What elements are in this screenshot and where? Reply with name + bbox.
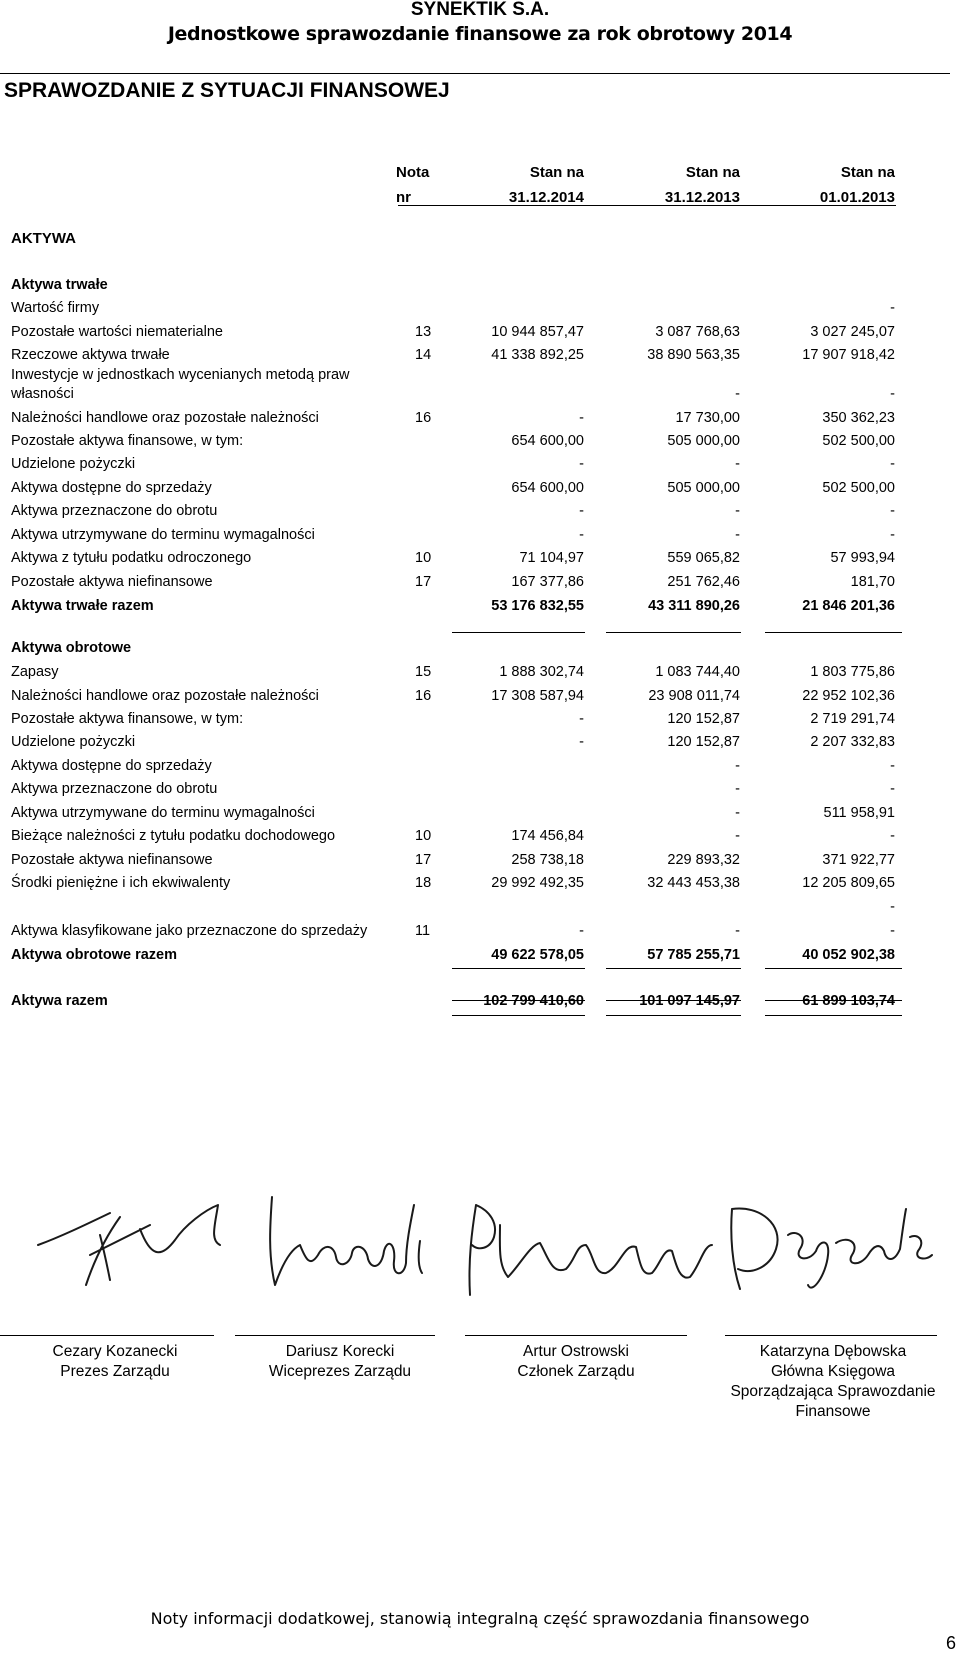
row-value-2013: 23 908 011,74 — [648, 688, 740, 704]
signatory-role: Główna Księgowa — [770, 1363, 896, 1380]
row-value-2013-opening: - — [890, 456, 895, 472]
row-value-2013-opening: 371 922,77 — [822, 852, 895, 868]
row-value-2014: - — [579, 923, 584, 939]
table-row — [0, 896, 960, 919]
row-label: Aktywa przeznaczone do obrotu — [11, 781, 218, 797]
row-label: Pozostałe aktywa niefinansowe — [11, 852, 213, 868]
column-header-note-line2: nr — [396, 189, 411, 206]
table-row — [0, 637, 960, 660]
column-header-2014 — [509, 160, 584, 210]
row-value-2013: 120 152,87 — [667, 734, 740, 750]
row-value-2013: 120 152,87 — [667, 711, 740, 727]
signatory-role: Wiceprezes Zarządu — [268, 1363, 412, 1380]
column-header-2013 — [665, 160, 740, 210]
table-row — [0, 825, 960, 848]
column-header-note — [396, 160, 429, 210]
row-value-2013-opening: 57 993,94 — [830, 550, 895, 566]
row-value-2013-opening: 502 500,00 — [822, 433, 895, 449]
table-row — [0, 708, 960, 731]
table-row — [0, 383, 960, 406]
row-value-2013-opening: - — [890, 527, 895, 543]
row-value-2014: 41 338 892,25 — [491, 347, 584, 363]
column-header-note-line1: Nota — [396, 164, 430, 181]
signatory-name: Dariusz Korecki — [285, 1343, 395, 1360]
row-value-2013: - — [735, 923, 740, 939]
row-label: Pozostałe aktywa niefinansowe — [11, 574, 213, 590]
row-value-2014: 10 944 857,47 — [491, 324, 584, 340]
signatures-image — [0, 1185, 960, 1305]
row-value-2014: 49 622 578,05 — [491, 947, 584, 963]
row-value-2014: - — [579, 503, 584, 519]
row-value-2013: 38 890 563,35 — [647, 347, 740, 363]
row-value-2013: - — [735, 527, 740, 543]
row-value-2013-opening: 1 803 775,86 — [810, 664, 895, 680]
signature-line — [235, 1335, 435, 1336]
row-label: Aktywa z tytułu podatku odroczonego — [11, 550, 252, 566]
column-header-2013-opening-line2: 01.01.2013 — [819, 189, 895, 206]
row-value-2013: 17 730,00 — [675, 410, 740, 426]
row-value-2013: 43 311 890,26 — [648, 598, 740, 614]
row-value-2014: 167 377,86 — [511, 574, 584, 590]
row-value-2014: 654 600,00 — [511, 433, 584, 449]
row-value-2013: 1 083 744,40 — [655, 664, 740, 680]
signature-line — [0, 1335, 214, 1336]
signatory-name: Artur Ostrowski — [523, 1343, 629, 1360]
row-note: 18 — [415, 875, 432, 891]
row-value-2013: 101 097 145,97 — [639, 993, 740, 1009]
row-label: Pozostałe aktywa finansowe, w tym: — [11, 433, 244, 449]
total-underline — [452, 632, 585, 633]
row-value-2013-opening: 22 952 102,36 — [802, 688, 895, 704]
row-value-2014: 17 308 587,94 — [491, 688, 584, 704]
row-value-2014: 71 104,97 — [519, 550, 584, 566]
signatory-role: Prezes Zarządu — [60, 1363, 170, 1380]
row-value-2013: 3 087 768,63 — [655, 324, 740, 340]
row-value-2013-opening: 12 205 809,65 — [802, 875, 895, 891]
row-value-2013-opening: 350 362,23 — [822, 410, 895, 426]
table-row — [0, 500, 960, 523]
row-value-2013: - — [735, 805, 740, 821]
row-note: 10 — [415, 828, 432, 844]
section-aktywa: AKTYWA — [11, 230, 76, 247]
row-value-2013: - — [735, 758, 740, 774]
grand-total-topline — [765, 1015, 902, 1016]
row-note: 15 — [415, 664, 432, 680]
row-value-2013: - — [735, 386, 740, 402]
row-value-2013: 505 000,00 — [667, 433, 740, 449]
row-value-2013: - — [735, 503, 740, 519]
row-note: 10 — [415, 550, 432, 566]
row-label: Aktywa dostępne do sprzedaży — [11, 758, 212, 774]
row-value-2014: 654 600,00 — [511, 480, 584, 496]
row-label: Pozostałe aktywa finansowe, w tym: — [11, 711, 244, 727]
row-label: Pozostałe wartości niematerialne — [11, 324, 223, 340]
row-value-2013-opening: 2 719 291,74 — [810, 711, 895, 727]
row-value-2013-opening: 21 846 201,36 — [802, 598, 895, 614]
row-value-2013-opening: - — [890, 781, 895, 797]
row-value-2013-opening: 17 907 918,42 — [802, 347, 895, 363]
table-row — [0, 661, 960, 684]
row-note: 13 — [415, 324, 432, 340]
row-note: 11 — [415, 923, 431, 939]
report-subtitle: Jednostkowe sprawozdanie finansowe za rok obrotowy 2014 — [167, 23, 793, 45]
row-value-2013-opening: 2 207 332,83 — [810, 734, 895, 750]
table-row — [0, 872, 960, 895]
total-underline — [765, 1000, 902, 1001]
row-note: 16 — [415, 688, 432, 704]
table-row — [0, 274, 960, 297]
row-label: Należności handlowe oraz pozostałe należności — [11, 688, 319, 704]
signatory-name: Katarzyna Dębowska — [759, 1343, 907, 1360]
table-row — [0, 407, 960, 430]
row-note: 16 — [415, 410, 432, 426]
signature-line — [725, 1335, 937, 1336]
table-row — [0, 297, 960, 320]
row-value-2013: 32 443 453,38 — [647, 875, 740, 891]
grand-total-topline — [452, 1015, 585, 1016]
row-value-2013: 559 065,82 — [667, 550, 740, 566]
row-value-2013-opening: 3 027 245,07 — [810, 324, 895, 340]
table-row — [0, 731, 960, 754]
row-label: Rzeczowe aktywa trwałe — [11, 347, 170, 363]
row-value-2014: 102 799 410,60 — [483, 993, 584, 1009]
row-value-2013-opening: - — [890, 300, 895, 316]
row-label: Bieżące należności z tytułu podatku dochodowego — [11, 828, 336, 844]
column-header-2013-opening-line1: Stan na — [840, 164, 895, 181]
company-name: SYNEKTIK S.A. — [410, 0, 550, 20]
row-label: Wartość firmy — [11, 300, 100, 316]
row-label: Aktywa trwałe razem — [11, 598, 154, 614]
row-note: 17 — [415, 852, 432, 868]
table-row — [0, 524, 960, 547]
row-value-2013-opening: - — [890, 923, 895, 939]
row-value-2013: 57 785 255,71 — [647, 947, 740, 963]
table-row — [0, 849, 960, 872]
total-underline — [765, 632, 902, 633]
row-value-2014: - — [579, 456, 584, 472]
row-value-2013: 505 000,00 — [667, 480, 740, 496]
total-underline — [452, 1000, 585, 1001]
row-label: własności — [11, 386, 74, 402]
row-value-2013-opening: - — [890, 386, 895, 402]
subtotal-topline — [765, 968, 902, 969]
signature-line — [465, 1335, 687, 1336]
row-value-2013: 229 893,32 — [667, 852, 740, 868]
row-value-2014: 258 738,18 — [511, 852, 584, 868]
page-number: 6 — [945, 1633, 956, 1653]
row-value-2013-opening: - — [890, 503, 895, 519]
table-row — [0, 321, 960, 344]
row-label: Aktywa klasyfikowane jako przeznaczone do sprzedaży — [11, 923, 368, 939]
row-value-2014: 174 456,84 — [511, 828, 584, 844]
table-row — [0, 477, 960, 500]
row-value-2014: 53 176 832,55 — [491, 598, 584, 614]
column-header-divider — [398, 205, 896, 206]
header-divider — [0, 73, 950, 74]
table-row — [0, 595, 960, 618]
column-header-2013-line1: Stan na — [685, 164, 740, 181]
row-value-2014: - — [579, 410, 584, 426]
row-label: Aktywa razem — [11, 993, 108, 1009]
total-underline — [606, 1000, 741, 1001]
signatory-role-line3: Finansowe — [795, 1403, 871, 1420]
table-row — [0, 430, 960, 453]
column-header-2014-line1: Stan na — [529, 164, 584, 181]
row-value-2013-opening: - — [890, 758, 895, 774]
table-row — [0, 755, 960, 778]
table-row — [0, 802, 960, 825]
column-header-2014-line2: 31.12.2014 — [508, 189, 584, 206]
table-row — [0, 547, 960, 570]
row-value-2013-opening: 502 500,00 — [822, 480, 895, 496]
row-value-2014: - — [579, 711, 584, 727]
signatory-role-line2: Sporządzająca Sprawozdanie — [730, 1383, 936, 1400]
row-value-2013-opening: 511 958,91 — [823, 805, 895, 821]
table-row — [0, 571, 960, 594]
row-label: Aktywa utrzymywane do terminu wymagalności — [11, 527, 315, 543]
row-value-2013-opening: 181,70 — [850, 574, 895, 590]
signatory-ostrowski — [465, 1342, 687, 1382]
table-row — [0, 944, 960, 967]
signatory-korecki — [240, 1342, 440, 1382]
row-label: Należności handlowe oraz pozostałe należności — [11, 410, 319, 426]
page-title: SPRAWOZDANIE Z SYTUACJI FINANSOWEJ — [4, 79, 450, 102]
row-label: Aktywa przeznaczone do obrotu — [11, 503, 218, 519]
table-row — [0, 685, 960, 708]
row-value-2013: - — [735, 781, 740, 797]
signatory-debowska — [715, 1342, 951, 1422]
row-value-2013-opening: - — [890, 899, 895, 915]
footer-note: Noty informacji dodatkowej, stanowią integralną część sprawozdania finansowego — [150, 1609, 810, 1628]
row-value-2013: 251 762,46 — [667, 574, 740, 590]
column-header-2013-line2: 31.12.2013 — [664, 189, 740, 206]
row-note: 17 — [415, 574, 432, 590]
subtotal-topline — [606, 968, 741, 969]
row-label: Zapasy — [11, 664, 59, 680]
grand-total-topline — [606, 1015, 741, 1016]
row-label: Aktywa obrotowe razem — [11, 947, 177, 963]
column-header-2013-opening — [820, 160, 895, 210]
signatory-name: Cezary Kozanecki — [52, 1343, 178, 1360]
row-value-2013-opening: 61 899 103,74 — [802, 993, 895, 1009]
row-value-2014: 1 888 302,74 — [499, 664, 584, 680]
row-label: Udzielone pożyczki — [11, 734, 136, 750]
row-label: Środki pieniężne i ich ekwiwalenty — [11, 875, 231, 891]
row-label: Aktywa obrotowe — [11, 640, 132, 656]
signatory-role: Członek Zarządu — [517, 1363, 635, 1380]
row-value-2013-opening: - — [890, 828, 895, 844]
table-row — [0, 920, 960, 943]
row-value-2014: - — [579, 734, 584, 750]
row-label: Aktywa utrzymywane do terminu wymagalności — [11, 805, 315, 821]
table-row — [0, 778, 960, 801]
row-value-2013: - — [735, 456, 740, 472]
row-label: Udzielone pożyczki — [11, 456, 136, 472]
row-note: 14 — [415, 347, 432, 363]
total-underline — [606, 632, 741, 633]
table-row — [0, 990, 960, 1013]
row-label: Aktywa dostępne do sprzedaży — [11, 480, 212, 496]
row-label: Inwestycje w jednostkach wycenianych metodą praw — [11, 367, 350, 383]
row-value-2013-opening: 40 052 902,38 — [802, 947, 895, 963]
subtotal-topline — [452, 968, 585, 969]
signatory-kozanecki — [0, 1342, 230, 1382]
table-row — [0, 453, 960, 476]
row-value-2014: 29 992 492,35 — [491, 875, 584, 891]
row-label: Aktywa trwałe — [11, 277, 108, 293]
row-value-2014: - — [579, 527, 584, 543]
row-value-2013: - — [735, 828, 740, 844]
